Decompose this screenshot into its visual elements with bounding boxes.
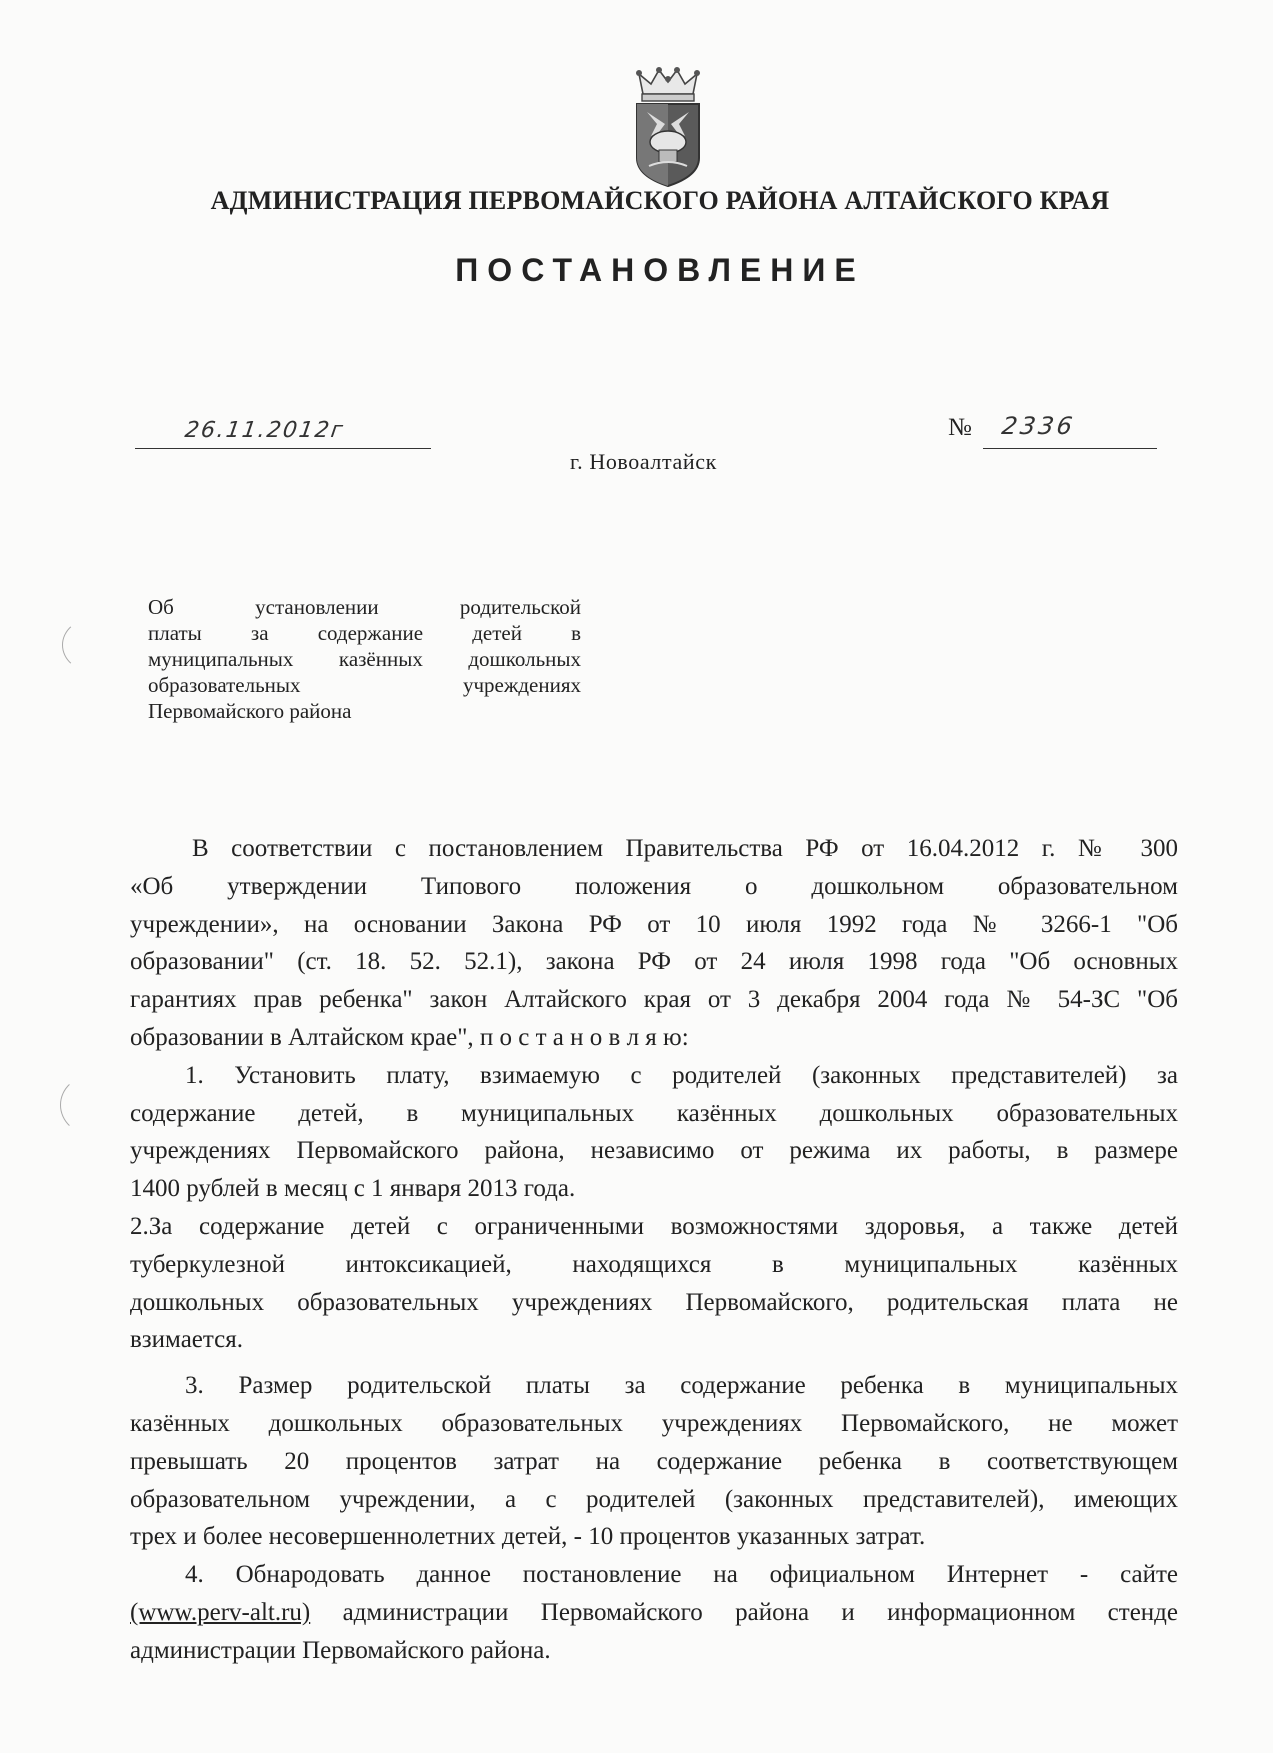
hole-punch-mark bbox=[62, 618, 124, 672]
item-2-line: взимается. bbox=[130, 1326, 243, 1354]
date-handwritten: 26.11.2012г bbox=[183, 418, 347, 443]
item-1-line: 1400 рублей в месяц с 1 января 2013 года. bbox=[130, 1175, 576, 1203]
item-4-text: администрации Первомайского района и информационном стенде bbox=[310, 1598, 1178, 1626]
item-1-line: учреждениях Первомайского района, независимо от режима их работы, в размере bbox=[130, 1137, 1178, 1165]
subject-line: платы за содержание детей в bbox=[148, 621, 581, 645]
item-2-line: дошкольных образовательных учреждениях Первомайского, родительская плата не bbox=[130, 1288, 1178, 1316]
preamble-line: В соответствии с постановлением Правительства РФ от 16.04.2012 г. № 300 bbox=[192, 835, 1178, 862]
subject-line: Первомайского района bbox=[148, 699, 352, 723]
preamble-line: образовании в Алтайском крае", п о с т а н о в л я ю: bbox=[130, 1023, 689, 1051]
item-4-line: администрации Первомайского района. bbox=[130, 1636, 551, 1664]
subject-line: образовательных учреждениях bbox=[148, 673, 581, 697]
preamble-line: гарантиях прав ребенка" закон Алтайского края от 3 декабря 2004 года № 54-ЗС "Об bbox=[130, 986, 1178, 1014]
item-3-line: трех и более несовершеннолетних детей, - 10 процентов указанных затрат. bbox=[130, 1523, 926, 1551]
item-4-line bbox=[130, 1594, 1178, 1632]
subject-block bbox=[148, 594, 581, 724]
preamble-line: учреждении», на основании Закона РФ от 10 июля 1992 года № 3266-1 "Об bbox=[130, 910, 1178, 938]
item-2-line: туберкулезной интоксикацией, находящихся в муниципальных казённых bbox=[130, 1250, 1178, 1278]
item-1-line: 1. Установить плату, взимаемую с родителей (законных представителей) за bbox=[185, 1061, 1178, 1089]
coat-of-arms-icon bbox=[629, 66, 707, 188]
item-3-line: образовательном учреждении, а с родителей (законных представителей), имеющих bbox=[130, 1485, 1178, 1513]
city-name: г. Новоалтайск bbox=[570, 449, 717, 474]
number-sign: № bbox=[948, 414, 972, 441]
preamble-line: образовании" (ст. 18. 52. 52.1), закона РФ от 24 июля 1998 года "Об основных bbox=[130, 948, 1178, 976]
item-1-line: содержание детей, в муниципальных казённых дошкольных образовательных bbox=[130, 1099, 1178, 1127]
date-underline bbox=[135, 448, 431, 449]
subject-line: муниципальных казённых дошкольных bbox=[148, 647, 581, 671]
hole-punch-mark bbox=[60, 1075, 124, 1135]
document-type-heading: ПОСТАНОВЛЕНИЕ bbox=[455, 252, 865, 288]
item-3-line: 3. Размер родительской платы за содержание ребенка в муниципальных bbox=[185, 1372, 1178, 1400]
item-2-line: 2.За содержание детей с ограниченными возможностями здоровья, а также детей bbox=[130, 1212, 1178, 1240]
number-underline bbox=[983, 448, 1157, 449]
organization-title: АДМИНИСТРАЦИЯ ПЕРВОМАЙСКОГО РАЙОНА АЛТАЙСКОГО КРАЯ bbox=[210, 186, 1110, 215]
item-3-line: казённых дошкольных образовательных учреждениях Первомайского, не может bbox=[130, 1409, 1178, 1437]
subject-line: Об установлении родительской bbox=[148, 595, 581, 619]
item-3-line: превышать 20 процентов затрат на содержание ребенка в соответствующем bbox=[130, 1447, 1178, 1475]
website-link[interactable]: (www.perv-alt.ru) bbox=[130, 1598, 311, 1626]
item-4-line: 4. Обнародовать данное постановление на официальном Интернет - сайте bbox=[185, 1561, 1178, 1589]
preamble-line: «Об утверждении Типового положения о дошкольном образовательном bbox=[130, 872, 1178, 900]
document-body bbox=[130, 830, 1178, 1670]
number-handwritten: 2336 bbox=[1000, 412, 1078, 440]
